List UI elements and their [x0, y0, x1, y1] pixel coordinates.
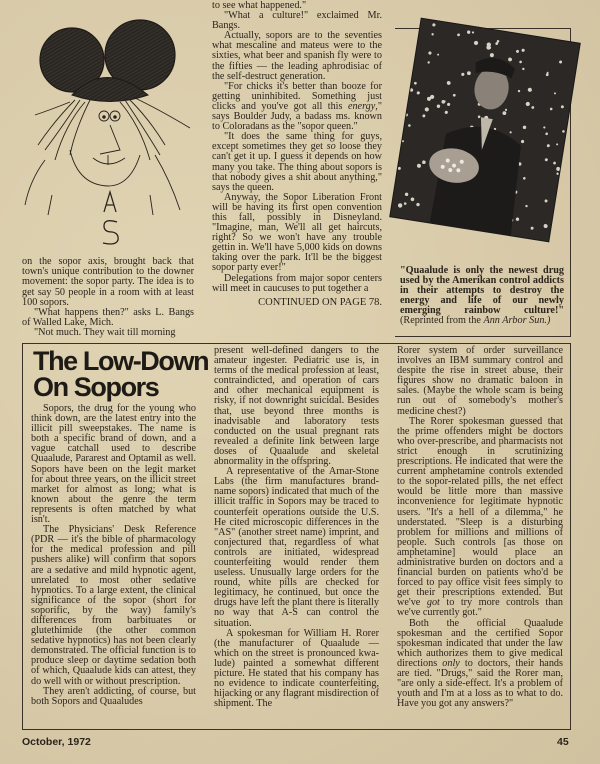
- continued-on-page-link: CONTINUED ON PAGE 78.: [258, 296, 382, 308]
- paragraph: [212, 132, 382, 193]
- pill-dot: [490, 53, 495, 58]
- pill-dot: [556, 143, 558, 145]
- paragraph: Sopors, the drug for the young who think down, are the latest entry into the illicit pill sweepstakes. The name is both a specific brand of down, and a vague catchall used to describe Quaalude, Pararest and Optamil as well. Sopors have been on the legit market for about three years, on the illicit street market for almost as long; what is known about the genre the term represents is often matched by what isn't.: [31, 403, 196, 526]
- text-span: to try more controls than we've currently got.": [397, 597, 563, 619]
- pill-dot: [550, 108, 553, 111]
- issue-date: October, 1972: [22, 736, 91, 748]
- pill-dot: [405, 192, 409, 196]
- pill-dot: [437, 104, 441, 108]
- paragraph: [397, 417, 563, 619]
- caption-source: (Reprinted from the: [400, 315, 484, 327]
- pill-dot: [437, 53, 439, 55]
- as-letters-drawing: [103, 192, 118, 244]
- paragraph: A spokesman for William H. Rorer (the manufacturer of Quaalude — which on the street is pronounced kwa-lude) painted a somewhat different picture. He stated that his company has no evidence to indicate counterfeiting, hijacking or any flagrant misdirection of shipment. The: [214, 627, 379, 710]
- pill-dot: [521, 140, 525, 144]
- text-span: The Rorer spokesman guessed that the prime offenders might be doctors who over-prescribe, and pharmacists not strict enough in scrutinizing prescriptions. He indicated that were the current amphetamine controls extended to the sopor-related pills, the net effect would be little more than massive inconvenience for legitimate hypnotic users. "It's a hell of a dilemma," he understated. "Sleep is a disturbing problem for millions and millions of people. Such controls [as those on amphetamine] would place an administrative burden on doctors and a financial burden on patients who'd be forced to pay office visit fees simply to get their prescriptions extended. But we've: [397, 415, 563, 609]
- pill-dot: [424, 107, 429, 112]
- pill-dot: [416, 203, 420, 207]
- pill-dot: [414, 82, 417, 85]
- photo-image: [390, 19, 579, 242]
- pill-dot: [416, 91, 420, 95]
- pill-dot: [422, 160, 426, 164]
- page-number: 45: [557, 736, 569, 748]
- paragraph: [397, 619, 563, 710]
- paragraph: Actually, sopors are to the seventies what mescaline and mateus were to the sixties, what beer and spanish fly were to the fifties — the leading aphrodisiac of the self-destruct generation.: [212, 30, 382, 82]
- pill-dot: [525, 102, 530, 107]
- pill-dot: [474, 41, 479, 46]
- pill-dot: [428, 51, 432, 55]
- pill-dot: [467, 30, 471, 34]
- italic-span: got: [426, 597, 440, 609]
- text-span: ," says Boulder Judy, a badass ms. known to Coloradans as the "sopor queen.": [212, 100, 382, 133]
- article-column-2: [214, 346, 379, 709]
- pill-dot: [523, 177, 526, 180]
- pill-dot: [427, 61, 430, 64]
- text-span: "It does the same thing for guys, except sometimes they get: [212, 131, 382, 153]
- pill-dot: [410, 88, 414, 92]
- pill-dot: [543, 224, 548, 229]
- text-span: Both the official Quaalude spokesman and the certified Sopor spokesman indicated that under the law which authorizes them to give medical directions: [397, 617, 563, 669]
- paragraph: on the sopor axis, brought back that town's unique contribution to the downer movement: the sopor party. The idea is to get say 50 people in a room with at least 100 sopors.: [22, 256, 194, 308]
- article-column-3: [397, 346, 563, 709]
- pill-dot: [417, 164, 422, 169]
- pill-dot: [556, 172, 559, 175]
- headline-line: The Low-Down: [33, 346, 209, 376]
- article-headline: [33, 348, 208, 400]
- pill-dot: [545, 158, 548, 161]
- pill-dot: [525, 205, 528, 208]
- pill-dot: [404, 202, 407, 205]
- pill-dot: [505, 109, 508, 112]
- paragraph: "What a culture!" exclaimed Mr. Bangs.: [212, 10, 382, 32]
- pill-dot: [562, 130, 565, 133]
- pill-dot: [543, 126, 546, 129]
- italic-span: energy: [347, 100, 376, 112]
- paragraph: A representative of the Arnar-Stone Labs (the firm manufactures brand-name sopors) indicated that much of the illicit traffic in Sopors may be traced to counterfeit operations outside the U.S. He cited microscopic differences in the "AS" (another street name) imprint, and conjectured that, regardless of what controls are initiated, widespread counterfeiting would render them useless. Unusually large orders for the round, white pills are checked for legitimacy, he continued, but once the drugs have left the plant there is literally no way that A-S can control the situation.: [214, 466, 379, 629]
- pill-dot: [518, 90, 521, 93]
- paragraph: Anyway, the Sopor Liberation Front will be having its first open convention this fall, possibly in Disneyland. "Imagine, man, We'll all get haircuts, right? So we won't have any trouble gettin in. We'll have 5,000 kids on downs taking over the park. It'll be the biggest sopor party ever!": [212, 191, 382, 274]
- pill-dot: [453, 94, 456, 97]
- pill-dot: [523, 125, 527, 129]
- paragraph: to see what happened.": [212, 0, 307, 11]
- photo-man-holding-pills: [390, 19, 579, 242]
- pill-dot: [509, 131, 512, 134]
- italic-span: only: [442, 657, 460, 669]
- top-left-column: [22, 257, 194, 338]
- paragraph: They aren't addicting, of course, but both Sopors and Quaaludes: [31, 685, 196, 707]
- pill-dot: [457, 33, 460, 36]
- pill-dot: [561, 105, 564, 108]
- pill-dot: [472, 31, 475, 34]
- text-span: loose they can't get it up. I guess it depends on how many you take. The thing about sopors is that nobody gives a shit about anything," says the queen.: [212, 141, 382, 193]
- pill-dot: [554, 92, 556, 94]
- headline-line: On Sopors: [33, 372, 159, 402]
- pill-dot: [547, 144, 550, 147]
- pill-dot: [530, 226, 533, 229]
- pill-dot: [522, 68, 525, 71]
- paragraph: The Physicians' Desk Reference (PDR — it's the bible of pharmacology for the medical profession and pill pushers alike) will confirm that sopors are a sedative and mild hypnotic agent, unrelated to most other sedative hypnotics. To a large extent, the clinical significance of the sopor (short for soporific, by the way) family's differences from barbituates or glutethimide (the other common sedative hypnotics) has not been clearly demonstrated. The official function is to produce sleep or daytime sedation both of which, Quaalude kids can attest, they do well with or without prescription.: [31, 524, 196, 687]
- paragraph: [212, 82, 382, 132]
- pill-dot: [408, 124, 411, 127]
- pill-dot: [544, 199, 547, 202]
- paragraph: Delegations from major sopor centers will meet in caucuses to put together a: [212, 272, 382, 294]
- pill-dot: [527, 87, 532, 92]
- paragraph: "What happens then?" asks L. Bangs of Walled Lake, Mich.: [22, 306, 194, 328]
- text-span: "For chicks it's better than booze for getting uninhibited. Something just clicks and you've got all this: [212, 80, 382, 112]
- pill-dot: [502, 111, 506, 115]
- pill-dot: [516, 50, 519, 53]
- pill-dot: [410, 197, 414, 201]
- pill-dot: [432, 23, 436, 27]
- paragraph: "Not much. They wait till morning: [34, 326, 176, 338]
- pill-dot: [519, 60, 522, 63]
- pill-dot: [521, 48, 525, 52]
- pill-dot: [447, 103, 451, 107]
- paragraph: Rorer system of order surveillance involves an IBM summary control and despite the rise in street abuse, their figures show no dramatic baloon in sales. (Maybe the whole scam is being run out of somebody's mother's medicine chest?): [397, 345, 563, 417]
- paragraph: present well-defined dangers to the amateur ingester. Pediatric use is, in terms of the medical profession at least, contraindicted, and operation of cars and other mechanical equipment is risky, if not downright suicidal. Besides that, use beyond three months is inadvisable and laboratory tests conducted on the usual pregnant rats revealed a definite link between large doses of Quaalude and skeletal abnormality in the offspring.: [214, 345, 379, 468]
- pill-dot: [431, 33, 434, 36]
- italic-span: so: [326, 141, 336, 153]
- pill-dot: [447, 81, 451, 85]
- pill-dot: [531, 106, 534, 109]
- caption-quote: "Quaalude is only the newest drug used by the Amerikan control addicts in their attempts to destroy the energy and life of our newly emerging rainbow culture!": [400, 265, 564, 317]
- top-middle-column: [212, 1, 382, 308]
- pill-dot: [516, 217, 520, 221]
- pill-dot: [553, 161, 556, 164]
- pill-dot: [398, 203, 403, 208]
- pill-dot: [467, 71, 471, 75]
- text-span: to doctors, their hands are tied. "Drugs," said the Rorer man, "are only a side-effect. It's a problem of youth and I'm at a loss as to what to do. Have you got any answers?": [397, 657, 563, 710]
- pill-dot: [559, 60, 562, 63]
- photo-caption: [400, 266, 564, 327]
- pill-dot: [478, 115, 481, 118]
- pill-dot: [461, 73, 465, 77]
- pill-dot: [402, 140, 405, 143]
- caption-source-publication: Ann Arbor Sun.): [483, 315, 551, 327]
- pill-dot: [546, 73, 549, 76]
- article-column-1: [31, 404, 196, 707]
- pill-dot: [398, 167, 401, 170]
- pill-dot: [422, 114, 425, 117]
- pill-dot: [545, 132, 548, 135]
- pill-dot: [508, 57, 512, 61]
- mouse-ears-cartoon-illustration: [0, 0, 200, 250]
- pill-dot: [444, 110, 448, 114]
